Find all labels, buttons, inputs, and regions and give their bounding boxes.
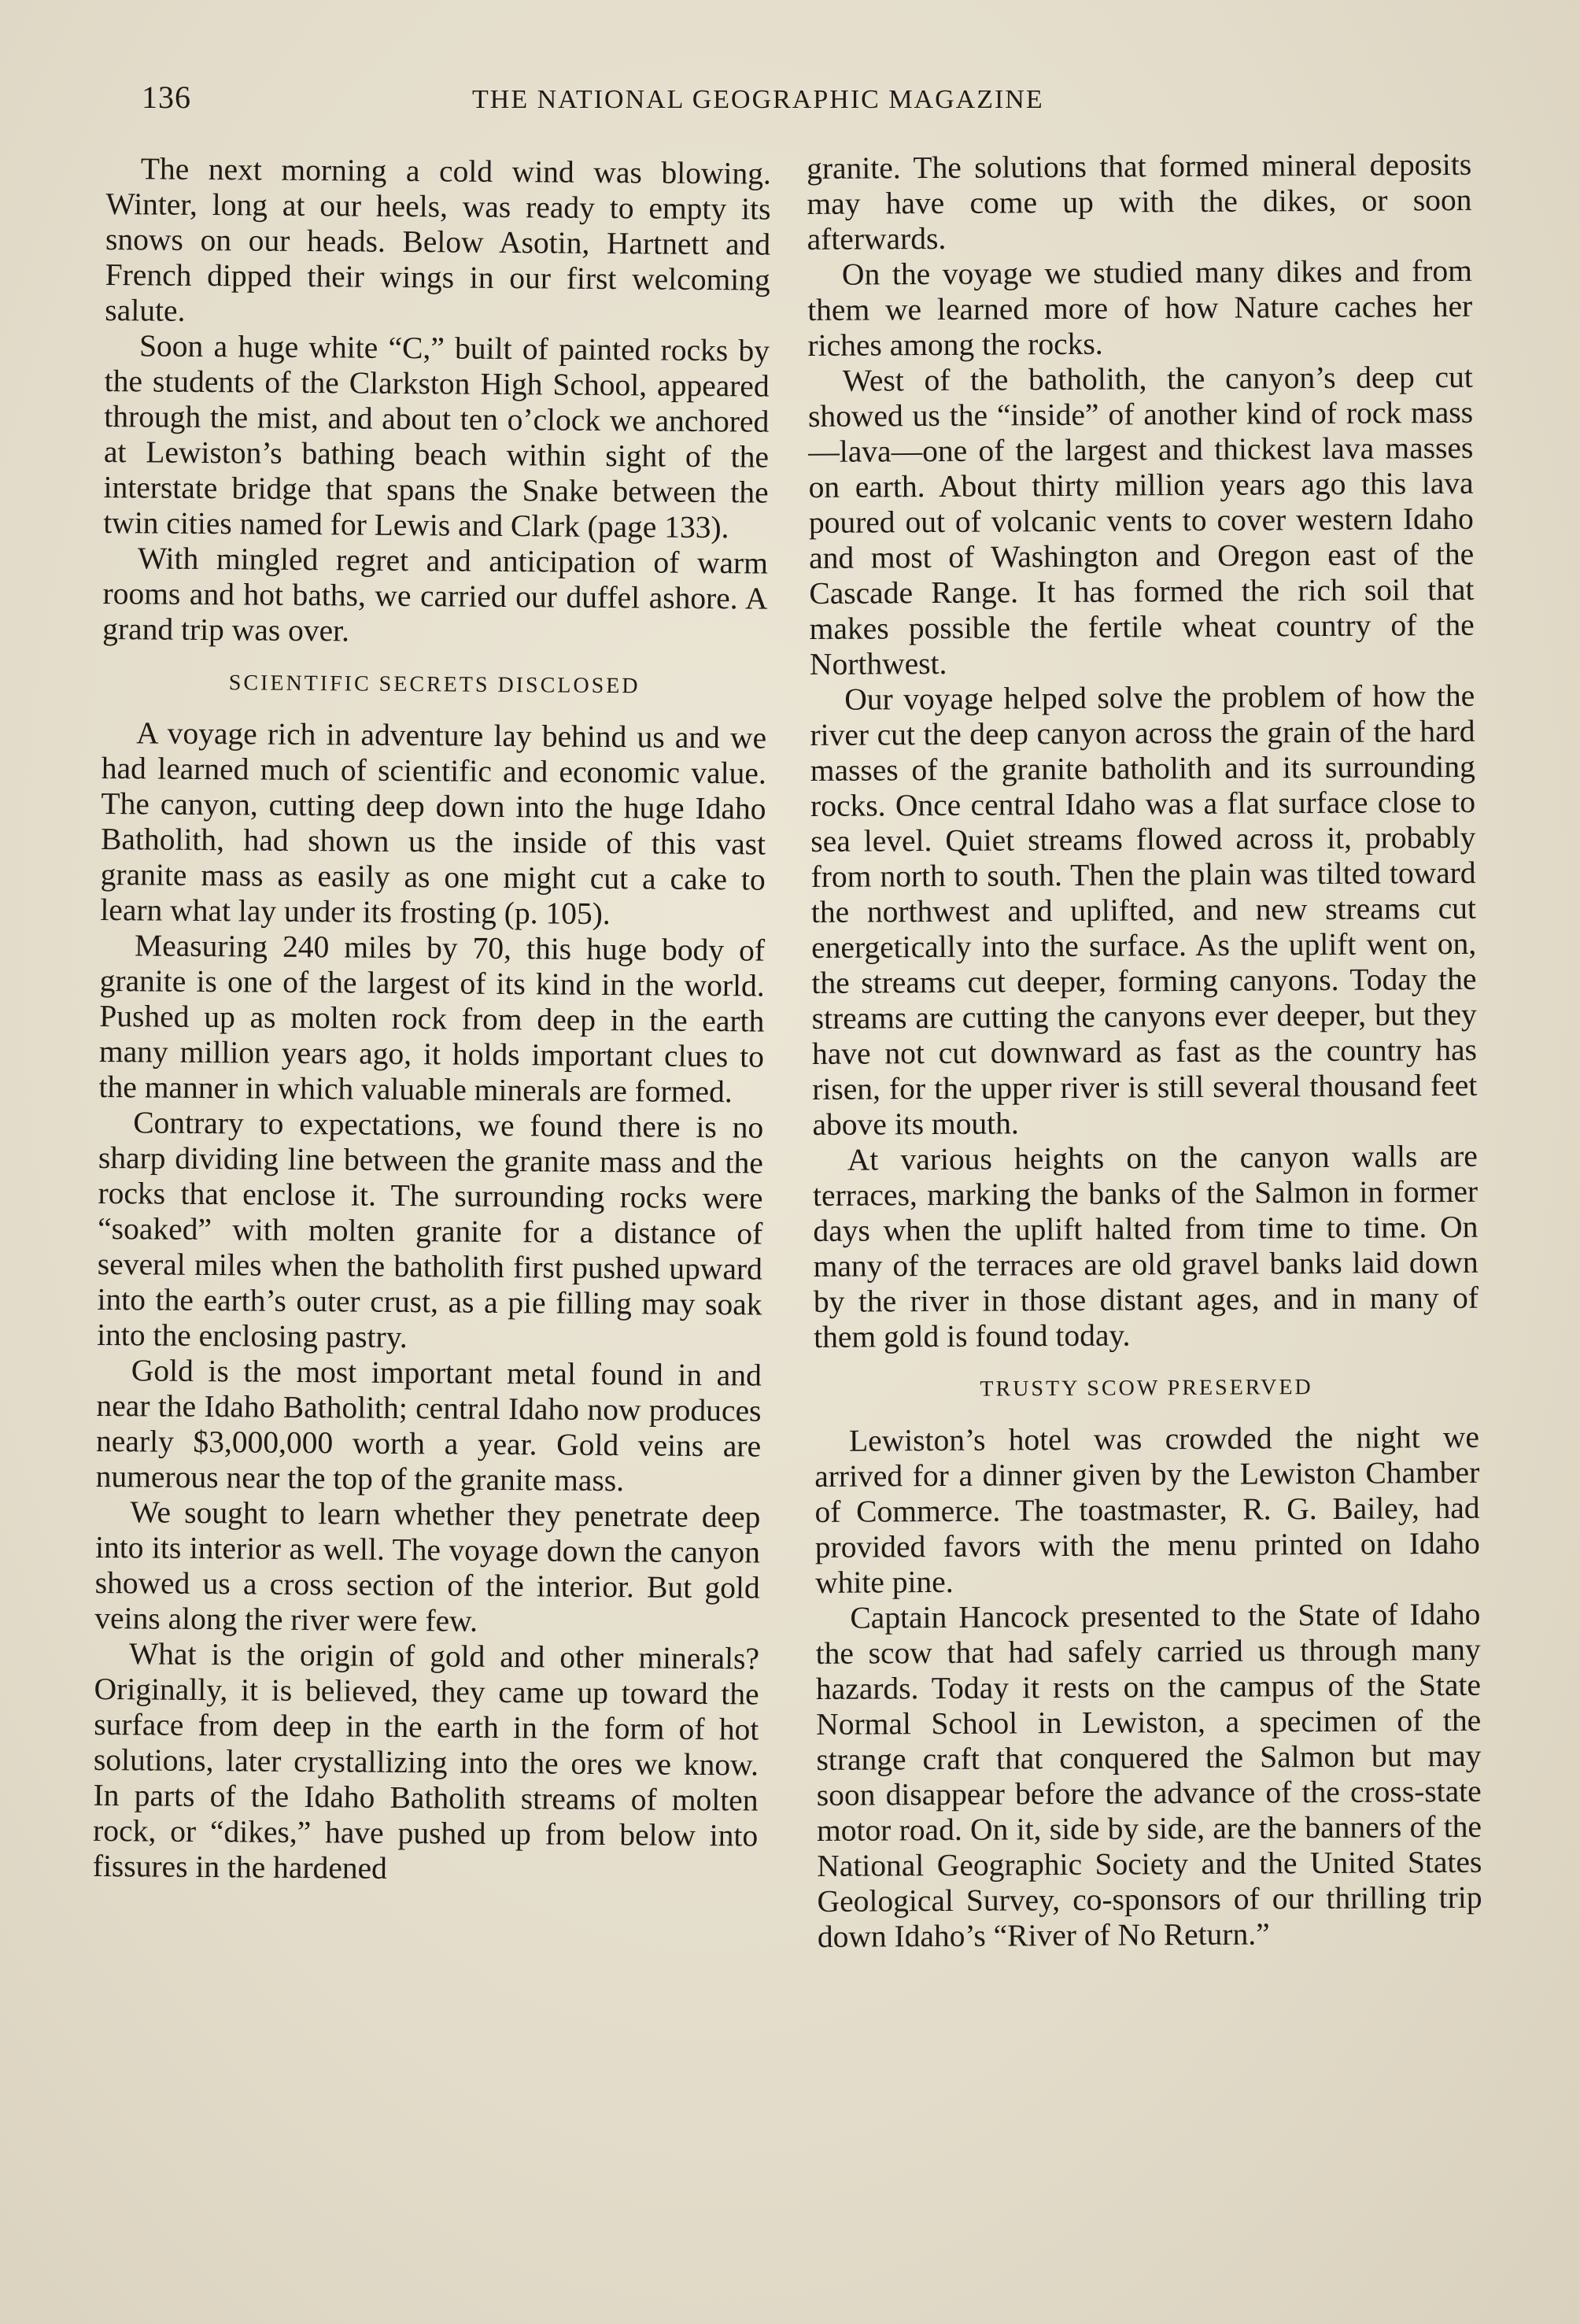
paragraph: A voyage rich in adventure lay behind us and we had learned much of scientific and economic value. The canyon, cutting deep down into the huge Idaho Batholith, had shown us the inside of this vast granite mass as easily as one might cut a cake to learn what lay under its frosting (p. 105). xyxy=(100,715,767,932)
paragraph: On the voyage we studied many dikes and from them we learned more of how Nature caches her riches among the rocks. xyxy=(807,253,1473,363)
paragraph: Our voyage helped solve the problem of how the river cut the deep canyon across the grain of the hard masses of the granite batholith and its surrounding rocks. Once central Idaho was a flat surface close to sea level. Quiet streams flowed across it, probably from north to south. Then the plain was tilted toward the northwest and uplifted, and new streams cut energetically into the surface. As the uplift went on, the streams cut deeper, forming canyons. Today the streams are cutting the canyons ever deeper, but they have not cut downward as fast as the country has risen, for the upper river is still several thousand feet above its mouth. xyxy=(810,678,1478,1142)
section-heading: TRUSTY SCOW PRESERVED xyxy=(980,1375,1313,1402)
page-number: 136 xyxy=(142,79,191,115)
left-column xyxy=(93,151,771,1890)
right-column xyxy=(807,147,1482,1955)
paragraph: We sought to learn whether they penetrate deep into its interior as well. The voyage down the canyon showed us a cross section of the interior. But gold veins along the river were few. xyxy=(94,1495,761,1639)
paragraph: Measuring 240 miles by 70, this huge body of granite is one of the largest of its kind in the world. Pushed up as molten rock from deep in the earth many million years ago, it holds important clues to the manner in which valuable minerals are formed. xyxy=(98,928,766,1110)
paragraph: Lewiston’s hotel was crowded the night we arrived for a dinner given by the Lewiston Chamber of Commerce. The toastmaster, R. G. Bailey, had provided favors with the menu printed on Idaho white pine. xyxy=(814,1419,1480,1600)
paragraph: With mingled regret and anticipation of warm rooms and hot baths, we carried our duffel ashore. A grand trip was over. xyxy=(102,541,769,648)
paragraph: granite. The solutions that formed mineral deposits may have come up with the dikes, or soon afterwards. xyxy=(807,146,1472,257)
running-head: THE NATIONAL GEOGRAPHIC MAGAZINE xyxy=(472,85,1044,114)
paragraph: Gold is the most important metal found in and near the Idaho Batholith; central Idaho now produces nearly $3,000,000 worth a year. Gold veins are numerous near the top of the granite mass. xyxy=(95,1353,762,1498)
paragraph: At various heights on the canyon walls are terraces, marking the banks of the Salmon in former days when the uplift halted from time to time. On many of the terraces are old gravel banks laid down by the river in those distant ages, and in many of them gold is found today. xyxy=(812,1138,1479,1354)
paragraph: Contrary to expectations, we found there is no sharp dividing line between the granite mass and the rocks that enclose it. The surrounding rocks were “soaked” with molten granite for a distance of several miles when the batholith first pushed upward into the earth’s outer crust, as a pie filling may soak into the enclosing pastry. xyxy=(97,1105,764,1355)
paragraph: Captain Hancock presented to the State of Idaho the scow that had safely carried us through many hazards. Today it rests on the campus of the State Normal School in Lewiston, a specimen of the strange craft that conquered the Salmon but may soon disappear before the advance of the cross-state motor road. On it, side by side, are the banners of the National Geographic Society and the United States Geological Survey, co-sponsors of our thrilling trip down Idaho’s “River of No Return.” xyxy=(815,1596,1482,1954)
paragraph: What is the origin of gold and other minerals? Originally, it is believed, they came up toward the surface from deep in the earth in the form of hot solutions, later crystallizing into the ores we know. In parts of the Idaho Batholith streams of molten rock, or “dikes,” have pushed up from below into fissures in the hardened xyxy=(92,1636,760,1886)
paragraph: West of the batholith, the canyon’s deep cut showed us the “inside” of another kind of rock mass—lava—one of the largest and thickest lava masses on earth. About thirty million years ago this lava poured out of volcanic vents to cover western Idaho and most of Washington and Oregon east of the Cascade Range. It has formed the rich soil that makes possible the fertile wheat country of the Northwest. xyxy=(807,359,1475,682)
section-heading: SCIENTIFIC SECRETS DISCLOSED xyxy=(228,671,640,699)
paragraph: Soon a huge white “C,” built of painted rocks by the students of the Clarkston High School, appeared through the mist, and about ten o’clock we anchored at Lewiston’s bathing beach within sight of the interstate bridge that spans the Snake between the twin cities named for Lewis and Clark (page 133). xyxy=(103,328,770,545)
page-header xyxy=(142,79,1456,126)
paragraph: The next morning a cold wind was blowing. Winter, long at our heels, was ready to empty its snows on our heads. Below Asotin, Hartnett and French dipped their wings in our first welcoming salute. xyxy=(105,151,771,328)
